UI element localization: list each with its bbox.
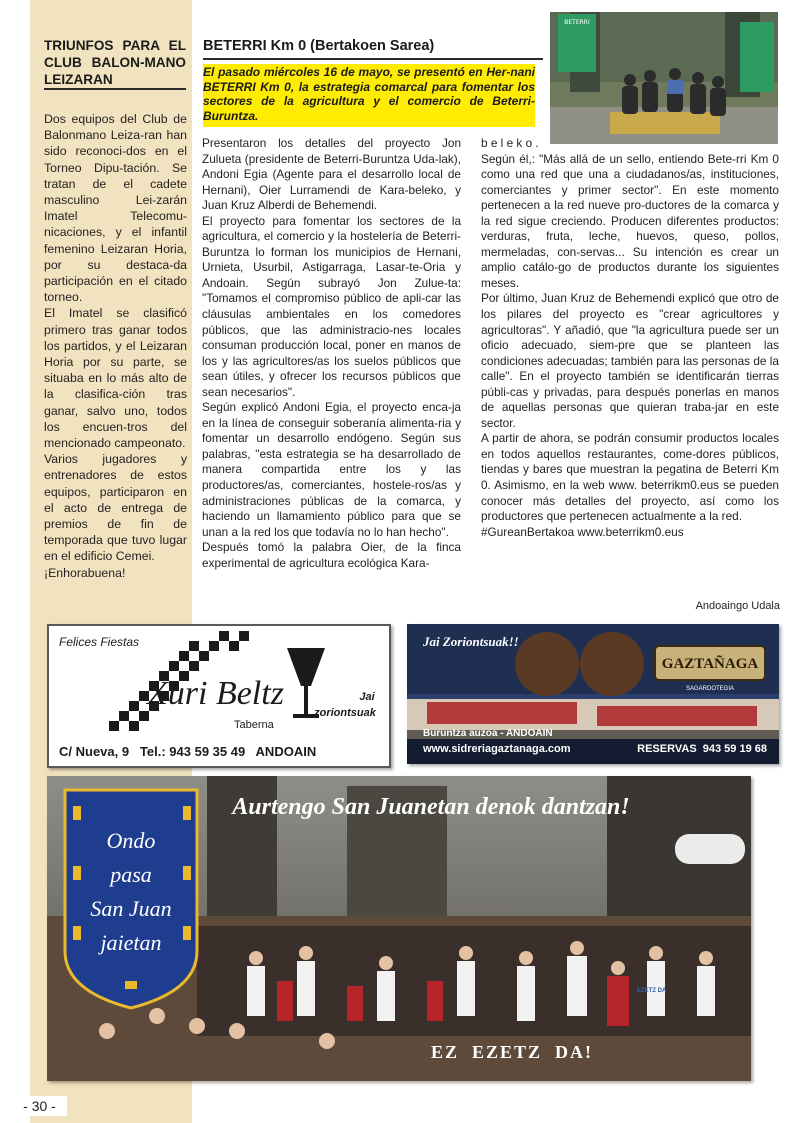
ad-greeting: Jai Zoriontsuak!! xyxy=(423,634,519,649)
shield-line-1: Ondo xyxy=(106,828,156,853)
article-column-1 xyxy=(202,136,461,571)
article-paragraph: A partir de ahora, se podrán consumir productos locales en todos aquellos restaurantes, come-dores públicos, tiendas y bares que muestran la pegatina de Beterri Km 0. Asimismo, en la web www. beterrikm0.eus se pueden conocer más detalles del proyecto, así como los productores que pertenecen actualmente a la red. xyxy=(481,431,779,524)
sidebar-paragraph: ¡Enhorabuena! xyxy=(44,565,126,580)
article-photo xyxy=(550,12,778,144)
ad-reservas: RESERVAS 943 59 19 68 xyxy=(637,743,767,755)
sidebar-paragraph: El Imatel se clasificó primero tras ganar todos los partidos, y el Leizaran Horia por su parte, se situaba en lo más alto de la clasifica-ción tras ganar, salvo uno, todos los encuen-tros del mencionado campeonato. xyxy=(44,306,187,451)
article-column-2 xyxy=(481,136,779,540)
banner-headline: Aurtengo San Juanetan denok dantzan! xyxy=(232,794,630,820)
article-paragraph: Presentaron los detalles del proyecto Jon Zulueta (presidente de Beterri-Buruntza Uda-lak), Andoni Egia (Agente para el desarrollo local de Hernani), Oier Lurramendi de Kara-beleko, y Juan Kruz Alberdi de Behemendi. xyxy=(202,136,461,213)
sidebar-divider xyxy=(44,88,186,90)
gaztanaga-logo: GAZTAÑAGA xyxy=(661,656,759,672)
article-lead: El pasado miércoles 16 de mayo, se presentó en Her-nani BETERRI Km 0, la estrategia comarcal para fomentar los sectores de la agricultura y el comercio de Beterri-Buruntza. xyxy=(203,64,535,127)
xuri-beltz-ad xyxy=(47,624,391,768)
banner-text: BETERRI xyxy=(564,19,590,26)
crowd-sign: EZETZ DA xyxy=(637,988,667,994)
shield-line-2: pasa xyxy=(110,862,152,887)
gaztanaga-ad xyxy=(407,624,779,764)
ad-website: www.sidreriagaztanaga.com xyxy=(423,743,571,755)
shield-line-4: jaietan xyxy=(100,930,162,955)
article-paragraph: Según explicó Andoni Egia, el proyecto enca-ja en la línea de conseguir soberanía alimenta-ria y fomentar un desarrollo endógeno. Según sus palabras, "esta estrategia se ha desarrollado de manera compartida entre los y las productores/as, comerciantes, hostele-ros/as y administraciones públicas de la comarca, y haciendo un llamamiento público para que se unan a la red los que todavía no lo han hecho". xyxy=(202,400,461,539)
ad-jai-line-1: Jai xyxy=(359,691,375,703)
article-paragraph: Según él,: "Más allá de un sello, entiendo Bete-rri Km 0 como una red que una a ciudadanos/as, instituciones, comerciantes y primer sector". En este momento pertenecen a la red nueve pro-ductores de la comarca y la red sigue creciendo. Producen diferentes productos: verduras, fruta, leche, huevos, queso, pollos, mermeladas, con-servas... Su intención es crear un amplio catálo-go de productos durante los siguientes meses. xyxy=(481,151,779,290)
article-paragraph: El proyecto para fomentar los sectores de la agricultura, el comercio y la hostelería de Beterri-Buruntza lo forman los municipios de Hernani, Urnieta, Usurbil, Astigarraga, Lasar-te-Oria y Andoain. Según subrayó Jon Zulue-ta: "Tomamos el compromiso público de apli-car las cláusulas ambientales en los comedores públicos, que las administracio-nes locales consuman producción local, poner en manos de los y las agricultores/as los suelos públicos que sean útiles, y ofrecer los recursos públicos que sean necesarios". xyxy=(202,213,461,399)
article-headline: BETERRI Km 0 (Bertakoen Sarea) xyxy=(203,38,435,54)
article-paragraph: Por último, Juan Kruz de Behemendi explicó que otro de los pilares del proyecto es "crear agricultores y agricultoras". Y añadió, que "la agricultura puede ser un oficio adecuado, siem-pre que se planteen las condiciones adecuadas; también para las personas de la calle". En el proyecto también se identificarán tierras públi-cas y privadas, para después ponerlas en manos de aquellas personas que quieran traba-jar en este sector. xyxy=(481,291,779,430)
ad-location: Buruntza auzoa - ANDOAIN xyxy=(423,728,553,739)
san-juan-banner xyxy=(47,776,751,1081)
sidebar-paragraph: Varios jugadores y entrenadores de estos equipos, participaron en el acto de entrega de premios de fin de temporada que tuvo lugar en el edificio Cemei. xyxy=(44,452,187,564)
taberna-label: Taberna xyxy=(234,719,274,731)
sidebar-paragraph: Dos equipos del Club de Balonmano Leiza-ran han sido reconoci-dos en el Torneo Dipu-tación. Se tratan de el cadete masculino Lei-zarán Imatel Telecomu-nicaciones, y el infantil femenino Leizaran Horia, por su destaca-da participación en el citado torneo. xyxy=(44,112,187,305)
sidebar-article xyxy=(44,111,187,581)
article-paragraph: Después tomó la palabra Oier, de la finca experimental de agricultura ecológica Kara- xyxy=(202,540,461,570)
article-hashtag-line: #GureanBertakoa www.beterrikm0.eus xyxy=(481,524,684,539)
sidebar-headline: TRIUNFOS PARA EL CLUB BALON-MANO LEIZARAN xyxy=(44,38,186,87)
ad-greeting: Felices Fiestas xyxy=(59,635,140,649)
xuri-beltz-logo: Xuri Beltz xyxy=(147,675,284,712)
ad-address: C/ Nueva, 9 Tel.: 943 59 35 49 ANDOAIN xyxy=(59,744,317,759)
gaztanaga-subtitle: SAGARDOTEGIA xyxy=(685,686,735,692)
shield-line-3: San Juan xyxy=(90,896,172,921)
ad-jai-line-2: zoriontsuak xyxy=(314,707,376,719)
article-byline: Andoaingo Udala xyxy=(695,600,780,612)
page-number: - 30 - xyxy=(12,1096,67,1116)
article-paragraph: b e l e k o . xyxy=(481,136,539,150)
article-divider xyxy=(203,58,543,60)
banner-slogan: EZ EZETZ DA! xyxy=(430,1042,594,1062)
